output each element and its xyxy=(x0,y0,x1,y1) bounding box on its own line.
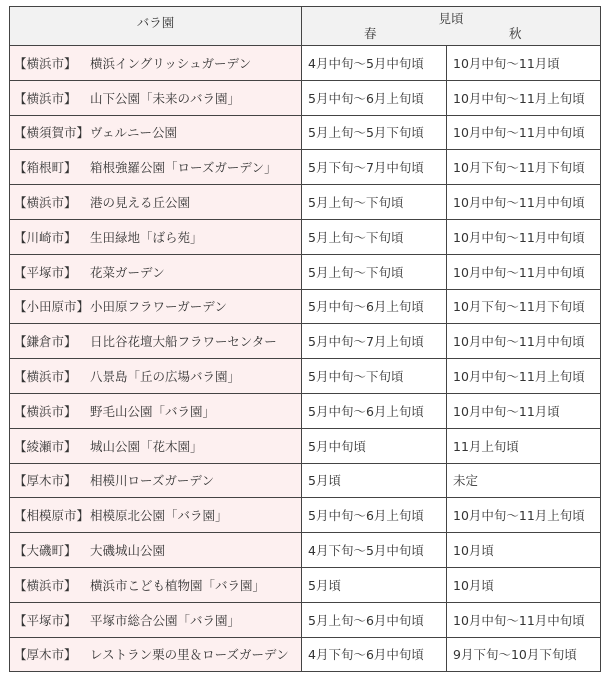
autumn-season-cell: 未定 xyxy=(447,463,601,498)
table-row xyxy=(10,428,601,463)
autumn-season-cell: 9月下旬～10月下旬頃 xyxy=(447,637,601,672)
autumn-season-cell: 10月中旬～11月中旬頃 xyxy=(447,324,601,359)
garden-name: 横浜市こども植物園「バラ園」 xyxy=(90,577,266,593)
autumn-season-cell: 10月中旬～11月頃 xyxy=(447,46,601,81)
garden-cell xyxy=(10,463,302,498)
spring-season-cell: 4月下旬～6月中旬頃 xyxy=(302,637,447,672)
autumn-season-cell: 10月中旬～11月中旬頃 xyxy=(447,185,601,220)
city-label: 【平塚市】 xyxy=(14,264,77,280)
autumn-season-cell: 10月頃 xyxy=(447,533,601,568)
header-best-season-label: 見頃 xyxy=(438,11,464,26)
spring-season-cell: 5月下旬～7月中旬頃 xyxy=(302,150,447,185)
city-label: 【綾瀬市】 xyxy=(14,438,77,454)
garden-cell xyxy=(10,150,302,185)
autumn-season-cell: 10月下旬～11月下旬頃 xyxy=(447,289,601,324)
city-label: 【横須賀市】 xyxy=(14,125,90,141)
garden-cell xyxy=(10,393,302,428)
city-label: 【横浜市】 xyxy=(14,195,77,211)
spring-season-cell: 5月上旬～5月下旬頃 xyxy=(302,115,447,150)
city-label: 【川崎市】 xyxy=(14,229,77,245)
table-header-row xyxy=(10,7,601,46)
autumn-season-cell: 10月中旬～11月頃 xyxy=(447,393,601,428)
spring-season-cell: 5月中旬～下旬頃 xyxy=(302,359,447,394)
table-row xyxy=(10,46,601,81)
table-row xyxy=(10,637,601,672)
autumn-season-cell: 10月頃 xyxy=(447,567,601,602)
garden-cell xyxy=(10,637,302,672)
city-label: 【平塚市】 xyxy=(14,612,77,628)
spring-season-cell: 5月頃 xyxy=(302,567,447,602)
garden-cell xyxy=(10,254,302,289)
garden-name: ヴェルニー公園 xyxy=(90,125,178,141)
table-row xyxy=(10,150,601,185)
city-label: 【鎌倉市】 xyxy=(14,334,77,350)
city-label: 【箱根町】 xyxy=(14,160,77,176)
table-row xyxy=(10,80,601,115)
table-row xyxy=(10,463,601,498)
rose-garden-table xyxy=(9,6,601,672)
autumn-season-cell: 10月中旬～11月中旬頃 xyxy=(447,602,601,637)
city-label: 【厚木市】 xyxy=(14,647,77,663)
table-row xyxy=(10,324,601,359)
table-row xyxy=(10,254,601,289)
autumn-season-cell: 10月中旬～11月中旬頃 xyxy=(447,254,601,289)
spring-season-cell: 5月中旬～7月上旬頃 xyxy=(302,324,447,359)
header-garden-name: バラ園 xyxy=(10,7,302,46)
garden-name: 港の見える丘公園 xyxy=(90,195,191,211)
autumn-season-cell: 10月下旬～11月下旬頃 xyxy=(447,150,601,185)
spring-season-cell: 5月上旬～6月中旬頃 xyxy=(302,602,447,637)
garden-name: レストラン栗の里＆ローズガーデン xyxy=(90,647,289,663)
table-row xyxy=(10,185,601,220)
spring-season-cell: 5月中旬～6月上旬頃 xyxy=(302,498,447,533)
table-row xyxy=(10,533,601,568)
city-label: 【厚木市】 xyxy=(14,473,77,489)
autumn-season-cell: 10月中旬～11月上旬頃 xyxy=(447,498,601,533)
garden-name: 相模原北公園「バラ園」 xyxy=(90,508,228,524)
city-label: 【横浜市】 xyxy=(14,55,77,71)
garden-name: 日比谷花壇大船フラワーセンター xyxy=(90,334,277,350)
spring-season-cell: 5月上旬～下旬頃 xyxy=(302,185,447,220)
header-autumn: 秋 xyxy=(509,26,522,41)
garden-name: 相模川ローズガーデン xyxy=(90,473,215,489)
garden-cell xyxy=(10,359,302,394)
garden-name: 花菜ガーデン xyxy=(90,264,165,280)
autumn-season-cell: 10月中旬～11月上旬頃 xyxy=(447,359,601,394)
spring-season-cell: 5月中旬～6月上旬頃 xyxy=(302,289,447,324)
table-row xyxy=(10,393,601,428)
table-row xyxy=(10,115,601,150)
spring-season-cell: 5月上旬～下旬頃 xyxy=(302,219,447,254)
garden-cell xyxy=(10,602,302,637)
autumn-season-cell: 11月上旬頃 xyxy=(447,428,601,463)
spring-season-cell: 5月中旬～6月上旬頃 xyxy=(302,80,447,115)
garden-name: 箱根強羅公園「ローズガーデン」 xyxy=(90,160,277,176)
city-label: 【横浜市】 xyxy=(14,577,77,593)
table-row xyxy=(10,219,601,254)
garden-name: 平塚市総合公園「バラ園」 xyxy=(90,612,241,628)
garden-name: 山下公園「未来のバラ園」 xyxy=(90,90,241,106)
garden-name: 野毛山公園「バラ園」 xyxy=(90,403,216,419)
garden-name: 横浜イングリッシュガーデン xyxy=(90,55,252,71)
spring-season-cell: 5月中旬～6月上旬頃 xyxy=(302,393,447,428)
table-row xyxy=(10,602,601,637)
garden-cell xyxy=(10,80,302,115)
autumn-season-cell: 10月中旬～11月上旬頃 xyxy=(447,80,601,115)
table-row xyxy=(10,359,601,394)
table-row xyxy=(10,289,601,324)
autumn-season-cell: 10月中旬～11月中旬頃 xyxy=(447,219,601,254)
spring-season-cell: 5月中旬頃 xyxy=(302,428,447,463)
garden-name: 八景島「丘の広場バラ園」 xyxy=(90,369,241,385)
garden-cell xyxy=(10,498,302,533)
city-label: 【相模原市】 xyxy=(14,508,90,524)
garden-cell xyxy=(10,324,302,359)
city-label: 【大磯町】 xyxy=(14,543,77,559)
city-label: 【横浜市】 xyxy=(14,403,77,419)
garden-cell xyxy=(10,533,302,568)
garden-name: 大磯城山公園 xyxy=(90,543,166,559)
garden-cell xyxy=(10,289,302,324)
city-label: 【小田原市】 xyxy=(14,299,90,315)
header-spring: 春 xyxy=(364,26,377,41)
table-row xyxy=(10,567,601,602)
garden-cell xyxy=(10,185,302,220)
garden-cell xyxy=(10,567,302,602)
spring-season-cell: 4月下旬～5月中旬頃 xyxy=(302,533,447,568)
garden-cell xyxy=(10,428,302,463)
spring-season-cell: 5月上旬～下旬頃 xyxy=(302,254,447,289)
spring-season-cell: 4月中旬～5月中旬頃 xyxy=(302,46,447,81)
city-label: 【横浜市】 xyxy=(14,90,77,106)
garden-name: 生田緑地「ばら苑」 xyxy=(90,229,203,245)
garden-name: 小田原フラワーガーデン xyxy=(90,299,228,315)
city-label: 【横浜市】 xyxy=(14,369,77,385)
spring-season-cell: 5月頃 xyxy=(302,463,447,498)
autumn-season-cell: 10月中旬～11月中旬頃 xyxy=(447,115,601,150)
table-row xyxy=(10,498,601,533)
garden-cell xyxy=(10,115,302,150)
garden-cell xyxy=(10,46,302,81)
header-best-season xyxy=(302,7,601,46)
garden-name: 城山公園「花木園」 xyxy=(90,438,203,454)
garden-cell xyxy=(10,219,302,254)
